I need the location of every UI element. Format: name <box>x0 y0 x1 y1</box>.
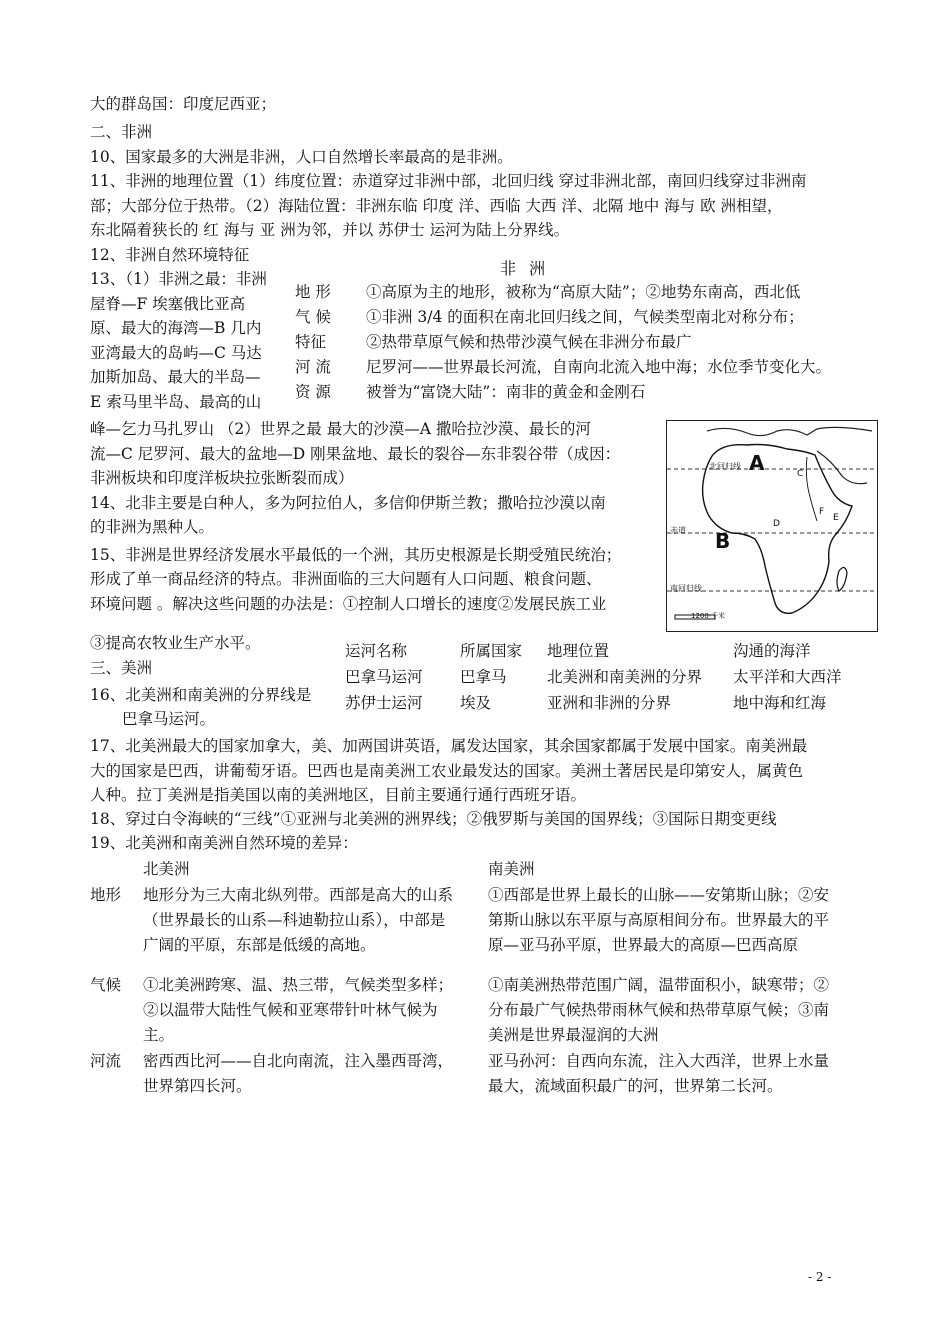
column-header: 南美洲 <box>488 860 535 878</box>
row-text: ①非洲 3/4 的面积在南北回归线之间，气候类型南北对称分布； <box>366 308 804 326</box>
map-label-e: E <box>833 513 839 523</box>
text-line: 东北隔着狭长的 红 海与 亚 洲为邻，并以 苏伊士 运河为陆上分界线。 <box>90 221 570 239</box>
canal-cell: 苏伊士运河 <box>345 694 423 712</box>
row-label: 河流 <box>90 1052 122 1070</box>
map-label-b: B <box>715 529 731 553</box>
canal-header: 沟通的海洋 <box>733 642 811 660</box>
canal-header: 地理位置 <box>547 642 610 660</box>
text-line: 部；大部分位于热带。（2）海陆位置：非洲东临 印度 洋、西临 大西 洋、北隔 地中 海与 欧 洲相望， <box>90 197 783 215</box>
row-text: 尼罗河——世界最长河流，自南向北流入地中海；水位季节变化大。 <box>366 358 832 376</box>
page-number: - 2 - <box>808 1270 832 1284</box>
cell-text: ①西部是世界上最长的山脉——安第斯山脉；②安 <box>488 886 830 904</box>
arabia-coast <box>817 451 867 484</box>
text-line: E 索马里半岛、最高的山 <box>90 393 262 411</box>
text-line: 大的国家是巴西，讲葡萄牙语。巴西也是南美洲工农业最发达的国家。美洲土著居民是印第安人，属黄色 <box>90 762 804 780</box>
cell-text: 密西西比河——自北向南流，注入墨西哥湾， <box>143 1052 454 1070</box>
cell-text: ①北美洲跨寒、温、热三带，气候类型多样； <box>143 976 454 994</box>
row-text: 被誉为“富饶大陆”：南非的黄金和金刚石 <box>366 383 646 401</box>
cell-text: ②以温带大陆性气候和亚寒带针叶林气候为 <box>143 1001 438 1019</box>
cell-text: 世界第四长河。 <box>143 1077 252 1095</box>
table-title: 非 洲 <box>500 259 550 278</box>
row-label: 地 形 <box>295 283 331 301</box>
text-line: 的非洲为黑种人。 <box>90 518 215 536</box>
map-label-c: C <box>797 469 804 479</box>
section-heading: 二、非洲 <box>90 123 153 141</box>
map-label-a: A <box>749 451 765 475</box>
text-line: 13、（1）非洲之最：非洲 <box>90 270 267 288</box>
text-line: 19、北美洲和南美洲自然环境的差异： <box>90 834 358 852</box>
text-line: 流—C 尼罗河、最大的盆地—D 刚果盆地、最长的裂谷—东非裂谷带（成因： <box>90 445 621 463</box>
south-tropic-label: 南回归线 <box>670 584 702 593</box>
cell-text: 亚马孙河：自西向东流，注入大西洋，世界上水量 <box>488 1052 830 1070</box>
column-header: 北美洲 <box>143 860 190 878</box>
canal-cell: 地中海和红海 <box>733 694 827 712</box>
equator-label: 赤道 <box>670 526 686 535</box>
text-line: 峰—乞力马扎罗山 （2）世界之最 最大的沙漠—A 撒哈拉沙漠、最长的河 <box>90 420 591 438</box>
text-line: 15、非洲是世界经济发展水平最低的一个洲，其历史根源是长期受殖民统治； <box>90 546 622 564</box>
text-line: 人种。拉丁美洲是指美国以南的美洲地区，目前主要通行通行西班牙语。 <box>90 786 587 804</box>
canal-header: 所属国家 <box>460 642 523 660</box>
section-heading: 三、美洲 <box>90 659 153 677</box>
row-text: ①高原为主的地形，被称为“高原大陆”；②地势东南高，西北低 <box>366 283 801 301</box>
text-line: 巴拿马运河。 <box>122 710 216 728</box>
text-line: 18、穿过白令海峡的“三线”①亚洲与北美洲的洲界线；②俄罗斯与美国的国界线；③国际日期变更线 <box>90 810 777 828</box>
text-line: 原、最大的海湾—B 几内 <box>90 319 262 337</box>
map-label-d: D <box>773 519 780 529</box>
cell-text: 最大，流域面积最广的河，世界第二长河。 <box>488 1077 783 1095</box>
canal-cell: 北美洲和南美洲的分界 <box>547 668 703 686</box>
row-label: 气候 <box>90 976 122 994</box>
canal-cell: 亚洲和非洲的分界 <box>547 694 672 712</box>
text-line: 亚湾最大的岛屿—C 马达 <box>90 344 262 362</box>
africa-map <box>666 420 878 632</box>
text-line: 大的群岛国：印度尼西亚； <box>90 95 277 113</box>
madagascar-outline <box>837 567 847 591</box>
scale-label: 1200 千米 <box>691 612 726 620</box>
cell-text: 美洲是世界最湿润的大洲 <box>488 1026 659 1044</box>
text-line: 环境问题 。解决这些问题的办法是：①控制人口增长的速度②发展民族工业 <box>90 595 607 613</box>
cell-text: 主。 <box>143 1026 175 1044</box>
cell-text: 原—亚马孙平原，世界最大的高原—巴西高原 <box>488 936 799 954</box>
text-line: 10、国家最多的大洲是非洲，人口自然增长率最高的是非洲。 <box>90 148 513 166</box>
row-label: 气 候 <box>295 308 331 326</box>
northern-coast <box>707 427 872 435</box>
text-line: 非洲板块和印度洋板块拉张断裂而成） <box>90 469 354 487</box>
canal-cell: 太平洋和大西洋 <box>733 668 842 686</box>
north-tropic-label: 北回归线 <box>709 462 741 471</box>
text-line: 11、非洲的地理位置（1）纬度位置：赤道穿过非洲中部，北回归线 穿过非洲北部，南回归线穿过非洲南 <box>90 172 807 190</box>
row-label: 特征 <box>295 333 327 351</box>
canal-cell: 埃及 <box>460 694 492 712</box>
canal-header: 运河名称 <box>345 642 408 660</box>
cell-text: （世界最长的山系—科迪勒拉山系），中部是 <box>143 911 446 929</box>
nile-river <box>806 457 817 521</box>
text-line: 17、北美洲最大的国家加拿大，美、加两国讲英语，属发达国家，其余国家都属于发展中国家。南美洲最 <box>90 737 808 755</box>
canal-cell: 巴拿马 <box>460 668 507 686</box>
row-label: 资 源 <box>295 383 331 401</box>
map-label-f: F <box>819 507 825 517</box>
text-line: 屋脊—F 埃塞俄比亚高 <box>90 295 246 313</box>
cell-text: ①南美洲热带范围广阔，温带面积小，缺寒带；② <box>488 976 830 994</box>
row-text: ②热带草原气候和热带沙漠气候在非洲分布最广 <box>366 333 692 351</box>
africa-map-drawing <box>667 421 877 631</box>
text-line: 加斯加岛、最大的半岛— <box>90 368 261 386</box>
text-line: 16、北美洲和南美洲的分界线是 <box>90 686 312 704</box>
text-line: ③提高农牧业生产水平。 <box>90 634 261 652</box>
text-line: 形成了单一商品经济的特点。非洲面临的三大问题有人口问题、粮食问题、 <box>90 570 602 588</box>
row-label: 河 流 <box>295 358 331 376</box>
cell-text: 分布最广气候热带雨林气候和热带草原气候；③南 <box>488 1001 830 1019</box>
canal-cell: 巴拿马运河 <box>345 668 423 686</box>
cell-text: 第斯山脉以东平原与高原相间分布。世界最大的平 <box>488 911 830 929</box>
cell-text: 广阔的平原，东部是低缓的高地。 <box>143 936 376 954</box>
text-line: 14、北非主要是白种人，多为阿拉伯人，多信仰伊斯兰教；撒哈拉沙漠以南 <box>90 494 606 512</box>
cell-text: 地形分为三大南北纵列带。西部是高大的山系 <box>143 886 454 904</box>
text-line: 12、非洲自然环境特征 <box>90 246 250 264</box>
row-label: 地形 <box>90 886 122 904</box>
